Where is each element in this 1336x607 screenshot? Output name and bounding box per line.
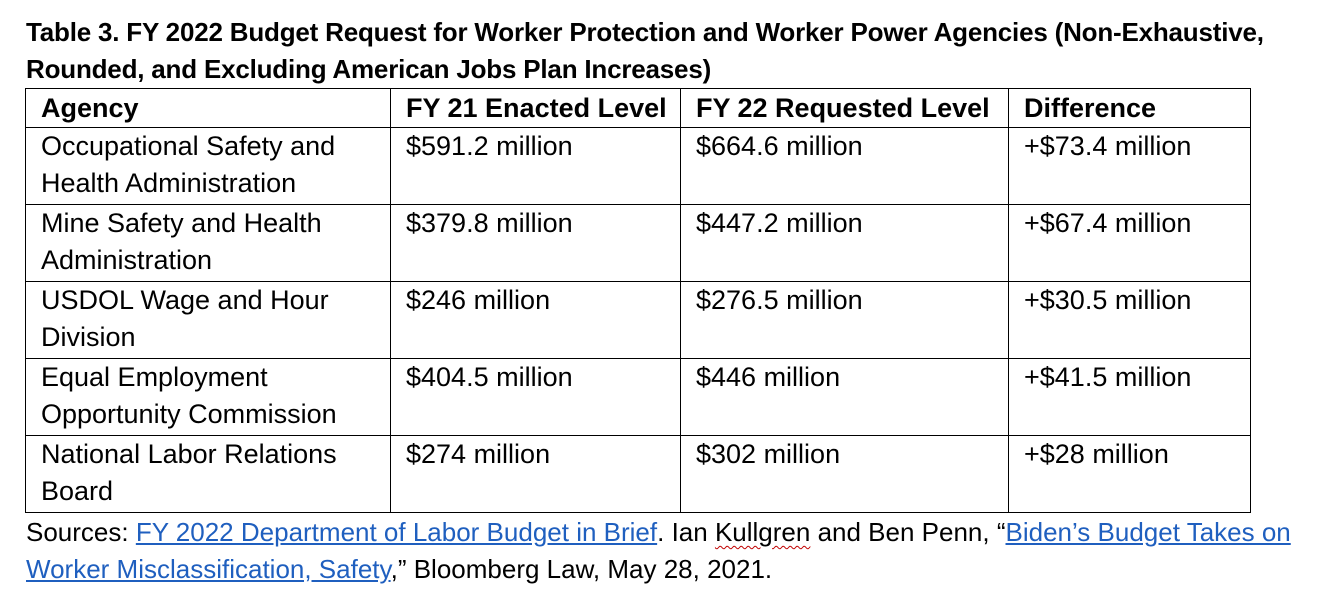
table-row: [26, 282, 1251, 359]
difference-cell: +$67.4 million: [1009, 205, 1251, 282]
table-title: Table 3. FY 2022 Budget Request for Worker Protection and Worker Power Agencies (Non-Exhaustive, Rounded, and Excluding American Jobs Plan Increases): [26, 17, 1264, 84]
difference-cell: +$30.5 million: [1009, 282, 1251, 359]
difference-cell: +$41.5 million: [1009, 359, 1251, 436]
column-header-fy22-requested: FY 22 Requested Level: [681, 89, 1009, 128]
table-row: [26, 128, 1251, 205]
spellcheck-flagged-word: Kullgren: [714, 517, 811, 547]
agency-cell: USDOL Wage and Hour Division: [26, 282, 391, 359]
budget-table: [25, 88, 1251, 513]
sources-prefix: Sources:: [26, 517, 136, 547]
agency-cell: National Labor Relations Board: [26, 436, 391, 513]
fy21-cell: $404.5 million: [391, 359, 681, 436]
table-row: [26, 205, 1251, 282]
dol-budget-in-brief-link[interactable]: FY 2022 Department of Labor Budget in Brief: [135, 517, 658, 547]
fy21-cell: $246 million: [391, 282, 681, 359]
table-header-row: [26, 89, 1251, 128]
sources-text: and Ben Penn, “: [810, 517, 1006, 547]
fy22-cell: $276.5 million: [681, 282, 1009, 359]
fy21-cell: $591.2 million: [391, 128, 681, 205]
fy22-cell: $664.6 million: [681, 128, 1009, 205]
bloomberg-article-link[interactable]: Biden’s Budget Takes on Worker Misclassification, Safety: [26, 517, 1291, 584]
table-row: [26, 436, 1251, 513]
column-header-agency: Agency: [26, 89, 391, 128]
fy21-cell: $274 million: [391, 436, 681, 513]
fy22-cell: $447.2 million: [681, 205, 1009, 282]
sources-text: ,” Bloomberg Law, May 28, 2021.: [390, 554, 773, 584]
fy22-cell: $302 million: [681, 436, 1009, 513]
fy22-cell: $446 million: [681, 359, 1009, 436]
difference-cell: +$73.4 million: [1009, 128, 1251, 205]
agency-cell: Occupational Safety and Health Administration: [26, 128, 391, 205]
fy21-cell: $379.8 million: [391, 205, 681, 282]
sources-text: . Ian: [657, 517, 715, 547]
agency-cell: Mine Safety and Health Administration: [26, 205, 391, 282]
difference-cell: +$28 million: [1009, 436, 1251, 513]
column-header-fy21-enacted: FY 21 Enacted Level: [391, 89, 681, 128]
sources-note: [26, 514, 1326, 588]
column-header-difference: Difference: [1009, 89, 1251, 128]
table-row: [26, 359, 1251, 436]
agency-cell: Equal Employment Opportunity Commission: [26, 359, 391, 436]
